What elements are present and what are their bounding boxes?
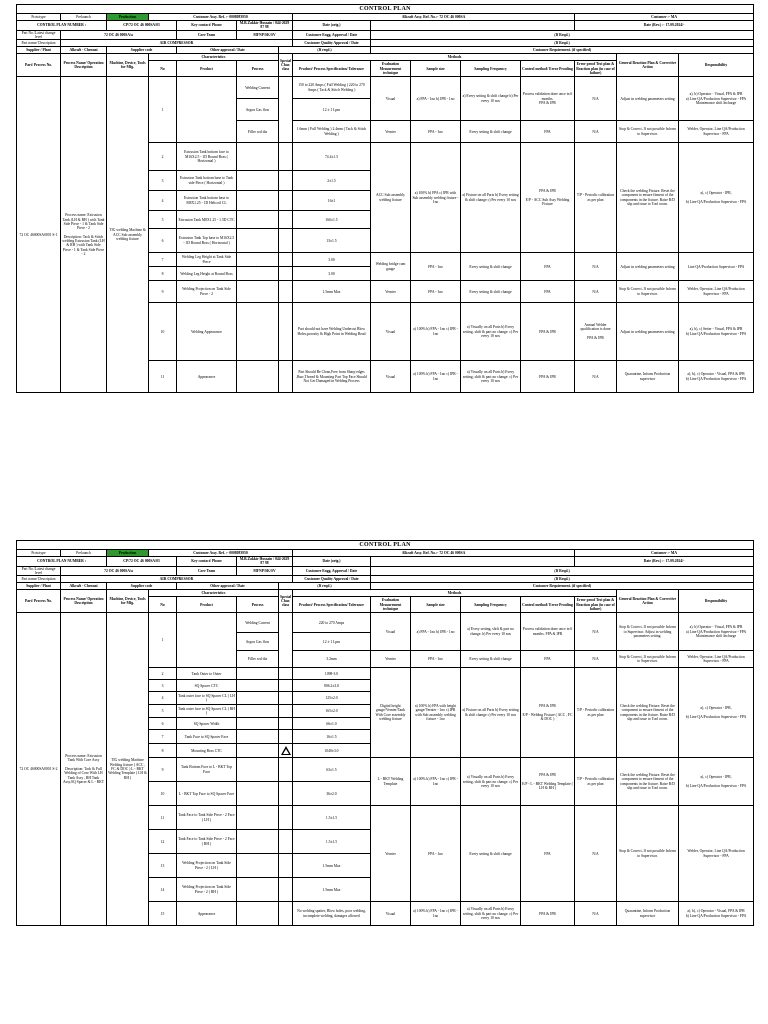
spec-cell: 165±2.0 (293, 705, 371, 718)
part-no-value: 72 OC 46 000SA/a (61, 30, 177, 40)
row-no: 1 (149, 77, 177, 143)
sample-cell: a) 100% b) FPA with height gauge/Vernier - 1no c) IPR with Sub assembly welding fixture - 1no (411, 668, 461, 758)
col-process: Process (237, 597, 279, 613)
resp-cell: a), b), c) Operator - Visual, FPA & IPR b) Line QA/Production Supervisor - FPA (679, 902, 754, 926)
eval-cell: Visual (371, 303, 411, 361)
sample-cell: FPA - 1no (411, 651, 461, 668)
sample-cell: a) 100% b) FPA - 1no c) IPR - 1no (411, 361, 461, 393)
col-part-process-no: Part/ Process No. (17, 54, 61, 77)
product-cell: Tank outer face to SQ Spacer CL ( RH ) (177, 705, 237, 718)
spec-cell: 1.5mm Max (293, 878, 371, 902)
control-cell: FPA & IPR E/P - L - BKT Welding Template ( LH & RH ) (521, 758, 575, 806)
ep-cell: N/A (575, 806, 617, 902)
col-product: Product (177, 597, 237, 613)
part-no-label: Part No./Latest change level (17, 566, 61, 576)
key-contact-label: Key contact/ Phone (177, 557, 237, 567)
part-process-no: 72 OC 46000SA0001 S-1 (17, 77, 61, 393)
col-reaction-plan: General Reaction Plan & Corrective Action (617, 54, 679, 77)
reaction-cell: Stop & Correct, If not possible Inform to Supervisor. (617, 121, 679, 143)
ep-cell: N/A (575, 281, 617, 303)
ep-cell: N/A (575, 121, 617, 143)
production-label: Production (107, 550, 149, 557)
product-cell: Extrusion Tank bottom base to M8X1.25 - 1D Helicoil CL (177, 191, 237, 211)
col-control-method: Control method/ Error Proofing (521, 597, 575, 613)
supplier-plant-label: Supplier / Plant (17, 583, 61, 590)
row-no: 13 (149, 854, 177, 878)
freq-cell: a) Visually on all Parts b) Every setting, shift & part no change. c) Per every 10 nos (461, 758, 521, 806)
spec-cell: 1.5mm Max (293, 281, 371, 303)
part-name-value: AIR COMPRESSOR (61, 40, 293, 47)
spec-cell: 220 to 270 Amps (293, 613, 371, 633)
col-process-name: Process Name/ Operation Description (61, 590, 107, 613)
col-sample-size: Sample size (411, 597, 461, 613)
core-team-value: MFNP/SK/SV (237, 566, 293, 576)
col-error-proof-test: Error proof Test plan & Reaction plan (in case of failure) (576, 598, 615, 611)
spec-cell: 63±1.5 (293, 758, 371, 782)
product-cell: Tank Face to SQ Spacer Face (177, 730, 237, 744)
row-no: 15 (149, 902, 177, 926)
date-orig: Date (orig.) (293, 557, 371, 567)
control-cell: FPA (521, 281, 575, 303)
process-cell: Argon Gas flow (237, 633, 279, 651)
spec-cell: No welding spatter, Blow holes, poor welding, incomplete welding, damages allowed (293, 902, 371, 926)
ep-cell: N/A (575, 253, 617, 281)
freq-cell: a) Fixture on all Parts b) Every setting & shift change c) Per every 10 nos (461, 668, 521, 758)
key-contact-label: Key contact/ Phone (177, 21, 237, 31)
prelaunch-label: Prelaunch (61, 550, 107, 557)
control-cell: Process validation done once in 6 months. FPA & IPR (521, 613, 575, 651)
process-name: Process name: Extrusion Tank (LH & RH ) with Tank Side Piece - 1 & Tank Side Piece - 2 Description: Tack & Stitch welding Extrusion Tank (LH & RH ) with Tank Side Piece - 1 & Tank Side Piece - 2 (61, 77, 107, 393)
col-evaluation: Evaluation Measurement technique (371, 61, 411, 77)
product-cell: Appearance (177, 902, 237, 926)
spec-cell: 166±1.5 (293, 211, 371, 229)
product-cell: L - BKT Top Face to SQ Spacer Face (177, 782, 237, 806)
spec-cell: 3.2mm (293, 651, 371, 668)
process-cell: Filler rod dia (237, 651, 279, 668)
spec-cell: 806.2±3.0 (293, 680, 371, 692)
eval-cell: Vernier (371, 281, 411, 303)
reaction-cell: Quarantine, Inform Production supervisor (617, 361, 679, 393)
row-no: 7 (149, 253, 177, 267)
machine: TIG welding Machine Welding fixture ( ACC , FC & DOC ) L - BKT Welding Template ( LH & RH ) (107, 613, 149, 926)
spec-cell: 16±1 (293, 191, 371, 211)
freq-cell: Every setting & shift change (461, 121, 521, 143)
spec-cell: 12 ± 1 Lpm (293, 633, 371, 651)
reaction-cell: Quarantine, Inform Production supervisor (617, 902, 679, 926)
if-reqd: (If Reqd.) (371, 40, 754, 47)
other-approval-label: Other approval / Date (177, 583, 279, 590)
row-no: 14 (149, 878, 177, 902)
supplier-plant-value: Alkraft - Chennai (61, 583, 107, 590)
col-part-process-no: Part/ Process No. (17, 590, 61, 613)
control-plan-table (16, 4, 754, 393)
product-cell: Extrusion Tank Top base to M16X2.5 - 1D Round Boss ( Horizontal ) (177, 229, 237, 253)
product-cell: Welding Appearance (177, 303, 237, 361)
freq-cell: a) Visually on all Parts b) Every setting, shift & part no change. c) Per every 10 nos (461, 361, 521, 393)
control-plan-sheet-1 (16, 4, 753, 393)
ep-cell: Annual Welder qualification is done FPA & IPR (575, 303, 617, 361)
col-methods: Methods (293, 54, 617, 61)
spec-cell: 13±1.5 (293, 229, 371, 253)
part-name-label: Part name/ Description (17, 40, 61, 47)
col-evaluation: Evaluation Measurement technique (371, 597, 411, 613)
control-cell: FPA (521, 651, 575, 668)
spec-cell: 1.5mm Max (293, 854, 371, 878)
row-no: 5 (149, 211, 177, 229)
control-plan-number: CP/72 OC 46 000SA/03 (107, 557, 177, 567)
spec-cell: 12 ± 1 Lpm (293, 99, 371, 121)
product-cell: SQ Spacer Width (177, 718, 237, 730)
row-no: 2 (149, 143, 177, 171)
core-team-label: Core Team (177, 30, 237, 40)
process-cell: Argon Gas flow (237, 99, 279, 121)
supplier-plant-value: Alkraft - Chennai (61, 47, 107, 54)
process-cell: Welding Current (237, 613, 279, 633)
document-title: CONTROL PLAN (17, 5, 754, 14)
resp-cell: Welder, Operator, Line QA/Production Supervisor - FPA (679, 281, 754, 303)
col-no: No (149, 597, 177, 613)
freq-cell: a) Visually on all Parts b) Every setting, shift & part no change. c) Per every 10 nos (461, 902, 521, 926)
resp-cell: a), c) Operator - IPR, b) Line QA/Production Supervisor - FPA (679, 758, 754, 806)
product-cell: Tank Face to Tank Side Piece - 2 Face ( LH ) (177, 806, 237, 830)
row-no: 3 (149, 680, 177, 692)
control-cell: FPA (521, 253, 575, 281)
col-characteristics: Characteristics (149, 590, 279, 597)
eval-cell: L - BKT Welding Template (371, 758, 411, 806)
col-methods: Methods (293, 590, 617, 597)
customer-eng-approval: Customer Engg. Approval / Date (293, 30, 371, 40)
product-cell: Mounting Boss CTC (177, 744, 237, 758)
freq-cell: a) Every setting & shift change b) Per every 10 nos (461, 77, 521, 121)
col-sample-size: Sample size (411, 61, 461, 77)
customer-requirement: Customer Requirement. (if specified) (371, 47, 754, 54)
customer-name: Customer :- MA (575, 14, 754, 21)
col-machine: Machine, Device, Tools for Mfg. (107, 590, 149, 613)
col-control-method: Control method/ Error Proofing (521, 61, 575, 77)
if-reqd: (If Reqd.) (371, 576, 754, 583)
sample-cell: a) 100% b) FPA c) IPR with Sub assembly welding fixture - 1no (411, 143, 461, 253)
spec-cell: 1098-3.0 (293, 668, 371, 680)
document-title: CONTROL PLAN (17, 541, 754, 550)
eval-cell: Vernier (371, 651, 411, 668)
supplier-code-label: Supplier code (107, 47, 177, 54)
supplier-code-label: Supplier code (107, 583, 177, 590)
col-product: Product (177, 61, 237, 77)
control-plan-number-label: CONTROL PLAN NUMBER : (17, 21, 107, 31)
product-cell: Appearance (177, 361, 237, 393)
reaction-cell: Adjust in welding parameters setting (617, 77, 679, 121)
row-no: 9 (149, 281, 177, 303)
resp-cell: Welder, Operator, Line QA/Production Supervisor - FPA (679, 121, 754, 143)
reaction-cell: Stop & Correct, If not possible Inform to Supervisor. Adjust in welding parameters setting. (617, 613, 679, 651)
sample-cell: a) 100% b) FPA - 1no c) IPR - 1no (411, 303, 461, 361)
ep-cell: N/A (575, 613, 617, 651)
spec-cell: Part Should Be Clean,Free from Sharp edges ,Burr,Thread & Mounting Part Top Face Should Not Get Damaged in Welding Process (293, 361, 371, 393)
part-name-value: AIR COMPRESSOR (61, 576, 293, 583)
reaction-cell: Adjust in welding parameters setting (617, 303, 679, 361)
sample-cell: a) 100% b) FPA - 1no c) IPR - 1no (411, 902, 461, 926)
col-error-proof-test: Error proof Test plan & Reaction plan (in case of failure) (576, 62, 615, 75)
spec-cell: 1.5±1.5 (293, 806, 371, 830)
reaction-cell: Check the welding Fixture. Reset the component to ensure fitment of the components in the fixture. Raise R/D slip and issue to Tool room. (617, 668, 679, 758)
spec-cell: 3.00 (293, 253, 371, 267)
freq-cell: a) Visually on all Parts b) Every setting, shift & part no change. c) Per every 10 nos (461, 303, 521, 361)
reaction-cell: Stop & Correct, If not possible Inform to Supervisor. (617, 806, 679, 902)
spec-cell: 1.6mm ( Full Welding ) 2.4mm ( Tack & Stitch Welding ) (293, 121, 371, 143)
resp-cell: a), b), c) Setter - Visual, FPA & IPR b) Line QA/Production Supervisor - FPA (679, 303, 754, 361)
col-machine: Machine, Device, Tools for Mfg. (107, 54, 149, 77)
control-plan-sheet-2 (16, 540, 753, 926)
date-rev: Date (Rev.) :- 17.09.2024/- (575, 21, 754, 31)
resp-cell: a), c) Operator - IPR, b) Line QA/Production Supervisor - FPA (679, 143, 754, 253)
row-no: 3 (149, 171, 177, 191)
spec-cell: 150 to 220 Amps ( Full Welding ) 220 to 270 Amps ( Tack & Stitch Welding ) (293, 77, 371, 99)
alkraft-assy-ref: Alkraft Assy. Ref. No.:- 72 OC 46 000SA (293, 14, 575, 21)
production-label: Production (107, 14, 149, 21)
product-cell: Welding Leg Height at Tank Side Piece (177, 253, 237, 267)
spec-cell: 3.00 (293, 267, 371, 281)
product-cell: SQ Spacer CTC (177, 680, 237, 692)
eval-cell: Visual (371, 902, 411, 926)
row-no: 10 (149, 303, 177, 361)
key-contact-value: M.B.Zakkir Hussain / 044-2629 87 98 (237, 21, 293, 31)
eval-cell: Visual (371, 77, 411, 121)
row-no: 10 (149, 782, 177, 806)
freq-cell: Every setting & shift change (461, 651, 521, 668)
product-cell: Tank outer face to SQ Spacer CL ( LH ) (177, 692, 237, 705)
ep-cell: N/A (575, 361, 617, 393)
col-characteristics: Characteristics (149, 54, 279, 61)
col-process-name: Process Name/ Operation Description (61, 54, 107, 77)
part-no-label: Part No./Latest change level (17, 30, 61, 40)
eval-cell: ACC Sub assembly welding fixture (371, 143, 411, 253)
core-team-value: MFNP/SK/SV (237, 30, 293, 40)
sample-cell: FPA - 1no (411, 121, 461, 143)
col-special-char: Special Char. class (279, 54, 293, 77)
ep-cell: N/A (575, 902, 617, 926)
col-spec: Product/ Process Specification/ Tolerance (293, 61, 371, 77)
control-plan-number: CP/72 OC 46 000SA/03 (107, 21, 177, 31)
sample-cell: a) FPA - 1no b) IPR - 1no (411, 77, 461, 121)
control-cell: FPA (521, 806, 575, 902)
eval-cell: Digital height gauge/Vernier/Tank With Core assembly welding fixture (371, 668, 411, 758)
control-cell: FPA & IPR E/P - Welding Fixture ( ACC , FC & DOC ) (521, 668, 575, 758)
part-process-no: 72 OC 46000SA0001 S-2 (17, 613, 61, 926)
reaction-cell: Check the welding Fixture. Reset the component to ensure fitment of the components in the fixture. Raise R/D slip and issue to Tool room. (617, 143, 679, 253)
product-cell: Extrusion Tank bottom face to M16X2.5 - 1D Round Boss ( Horizontal ) (177, 143, 237, 171)
resp-cell: Welder, Operator, Line QA/Production Supervisor - FPA (679, 806, 754, 902)
customer-name: Customer :- MA (575, 550, 754, 557)
control-cell: FPA & IPR (521, 303, 575, 361)
spec-cell: 36±2.0 (293, 782, 371, 806)
resp-cell: a), b) Operator - Visual, FPA & IPR a) Line QA/Production Supervisor - FPA Maintenance shift Incharge (679, 77, 754, 121)
row-no: 5 (149, 705, 177, 718)
row-no: 7 (149, 730, 177, 744)
part-no-value: 72 OC 46 000SA/a (61, 566, 177, 576)
machine: TIG welding Machine & ACC Sub assembly welding fixture (107, 77, 149, 393)
sample-cell: FPA - 1no (411, 253, 461, 281)
ep-cell: T/P - Periodic calibration as per plan (575, 143, 617, 253)
sample-cell: FPA - 1no (411, 806, 461, 902)
product-cell: Tank Outer to Outer (177, 668, 237, 680)
if-reqd: (If reqd.) (279, 47, 371, 54)
key-contact-value: M.B.Zakkir Hussain / 044-2629 87 98 (237, 557, 293, 567)
eval-cell: Visual (371, 613, 411, 651)
row-no: 9 (149, 758, 177, 782)
spec-cell: 2±1.5 (293, 171, 371, 191)
row-no: 4 (149, 191, 177, 211)
process-name: Process name: Extrusion Tank With Core Assy Description: Tack & Full Welding of Core With LH Tank Assy , RH Tank Assy,SQ Spacer & L - BKT (61, 613, 107, 926)
customer-assy-ref: Customer Assy. Ref. :- 0008083950 (149, 550, 293, 557)
date-rev: Date (Rev.) :- 17.09.2024/- (575, 557, 754, 567)
freq-cell: a) Every setting, shift & part no change. b) Per every 10 nos (461, 613, 521, 651)
col-responsibility: Responsibility (679, 54, 754, 77)
product-cell: Extrusion Tank bottom base to Tank side Piece ( Horizontal ) (177, 171, 237, 191)
col-responsibility: Responsibility (679, 590, 754, 613)
ep-cell: N/A (575, 77, 617, 121)
control-cell: FPA & IPR (521, 902, 575, 926)
col-special-char: Special Char. class (279, 590, 293, 613)
customer-quality-approval: Customer Quality Approval / Date (293, 40, 371, 47)
part-name-label: Part name/ Description (17, 576, 61, 583)
row-no: 8 (149, 267, 177, 281)
spec-cell: 66±1.0 (293, 718, 371, 730)
product-cell: Welding Projection on Tank Side Piece - 2 (177, 281, 237, 303)
col-no: No (149, 61, 177, 77)
freq-cell: Every setting & shift change (461, 806, 521, 902)
row-no: 6 (149, 718, 177, 730)
eval-cell: Welding bridge cam gauge (371, 253, 411, 281)
reaction-cell: Stop & Correct, If not possible Inform to Supervisor. (617, 651, 679, 668)
reaction-cell: Stop & Correct, If not possible Inform to Supervisor. (617, 281, 679, 303)
col-process: Process (237, 61, 279, 77)
col-reaction-plan: General Reaction Plan & Corrective Action (617, 590, 679, 613)
special-characteristic-icon (281, 746, 291, 755)
if-reqd: (If Reqd.) (371, 566, 754, 576)
product-cell: Welding Projection on Tank Side Piece - 2 ( LH ) (177, 854, 237, 878)
row-no: 8 (149, 744, 177, 758)
core-team-label: Core Team (177, 566, 237, 576)
freq-cell: Every setting & shift change (461, 253, 521, 281)
ep-cell: T/P - Periodic calibration as per plan (575, 758, 617, 806)
resp-cell: Line QA/Production Supervisor - FPA (679, 253, 754, 281)
col-frequency: Sampling Frequency (461, 61, 521, 77)
row-no: 6 (149, 229, 177, 253)
control-plan-table (16, 540, 754, 926)
resp-cell: a), c) Operator - IPR, b) Line QA/Production Supervisor - FPA (679, 668, 754, 758)
row-no: 11 (149, 361, 177, 393)
customer-quality-approval: Customer Quality Approval / Date (293, 576, 371, 583)
control-cell: FPA & IPR E/P - ACC Sub Assy Welding Fixture (521, 143, 575, 253)
resp-cell: a), b), c) Operator - Visual, FPA & IPR b) Line QA/Production Supervisor - FPA (679, 361, 754, 393)
other-approval-label: Other approval / Date (177, 47, 279, 54)
date-orig: Date (orig.) (293, 21, 371, 31)
special-characteristic-symbol (279, 744, 293, 758)
spec-cell: Part should not have Welding Undercut Blow Holes,porosity & High Point in Welding Bead (293, 303, 371, 361)
ep-cell: T/P - Periodic calibration as per plan (575, 668, 617, 758)
product-cell: Extrusion Tank M8X1.25 - 1.5D CTC (177, 211, 237, 229)
spec-cell: 1.5±1.5 (293, 830, 371, 854)
spec-cell: 1040±3.0 (293, 744, 371, 758)
spec-cell: 74.4±1.5 (293, 143, 371, 171)
product-cell: Tank Bottom Face to L - BKT Top Face (177, 758, 237, 782)
row-no: 2 (149, 668, 177, 680)
row-no: 4 (149, 692, 177, 705)
process-cell: Welding Current (237, 77, 279, 99)
freq-cell: Every setting & shift change (461, 281, 521, 303)
product-cell: Tank Face to Tank Side Piece - 2 Face ( RH ) (177, 830, 237, 854)
spec-cell: 16±1.5 (293, 730, 371, 744)
if-reqd: (If reqd.) (279, 583, 371, 590)
process-cell: Filler rod dia (237, 121, 279, 143)
eval-cell: Visual (371, 361, 411, 393)
resp-cell: Welder, Operator, Line QA/Production Supervisor - FPA (679, 651, 754, 668)
prototype-label: Prototype (17, 550, 61, 557)
customer-requirement: Customer Requirement. (if specified) (371, 583, 754, 590)
prelaunch-label: Prelaunch (61, 14, 107, 21)
sample-cell: a) FPA - 1no b) IPR - 1no (411, 613, 461, 651)
if-reqd: (If Reqd.) (371, 30, 754, 40)
freq-cell: a) Fixture on all Parts b) Every setting & shift change c) Per every 10 nos (461, 143, 521, 253)
customer-eng-approval: Customer Engg. Approval / Date (293, 566, 371, 576)
sample-cell: a) 100% b) FPA - 1no c) IPR - 1no (411, 758, 461, 806)
eval-cell: Vernier (371, 121, 411, 143)
col-frequency: Sampling Frequency (461, 597, 521, 613)
ep-cell: N/A (575, 651, 617, 668)
sample-cell: FPA - 1no (411, 281, 461, 303)
customer-assy-ref: Customer Assy. Ref. :- 0008083950 (149, 14, 293, 21)
alkraft-assy-ref: Alkraft Assy. Ref. No.:- 72 OC 46 000SA (293, 550, 575, 557)
col-spec: Product/ Process Specification/ Tolerance (293, 597, 371, 613)
supplier-plant-label: Supplier / Plant (17, 47, 61, 54)
reaction-cell: Check the welding Fixture. Reset the component to ensure fitment of the components in the fixture. Raise R/D slip and issue to Tool room. (617, 758, 679, 806)
row-no: 11 (149, 806, 177, 830)
row-no: 12 (149, 830, 177, 854)
spec-cell: 125±2.0 (293, 692, 371, 705)
prototype-label: Prototype (17, 14, 61, 21)
control-cell: FPA (521, 121, 575, 143)
product-cell: Welding Leg Height at Round Boss (177, 267, 237, 281)
control-cell: FPA & IPR (521, 361, 575, 393)
product-cell: Welding Projection on Tank Side Piece - 2 ( RH ) (177, 878, 237, 902)
resp-cell: a), b) Operator - Visual, FPA & IPR a) Line QA/Production Supervisor - FPA Maintenance shift Incharge (679, 613, 754, 651)
reaction-cell: Adjust in welding parameters setting (617, 253, 679, 281)
eval-cell: Vernier (371, 806, 411, 902)
row-no: 1 (149, 613, 177, 668)
control-cell: Process validation done once in 6 months. FPA & IPR (521, 77, 575, 121)
control-plan-number-label: CONTROL PLAN NUMBER : (17, 557, 107, 567)
